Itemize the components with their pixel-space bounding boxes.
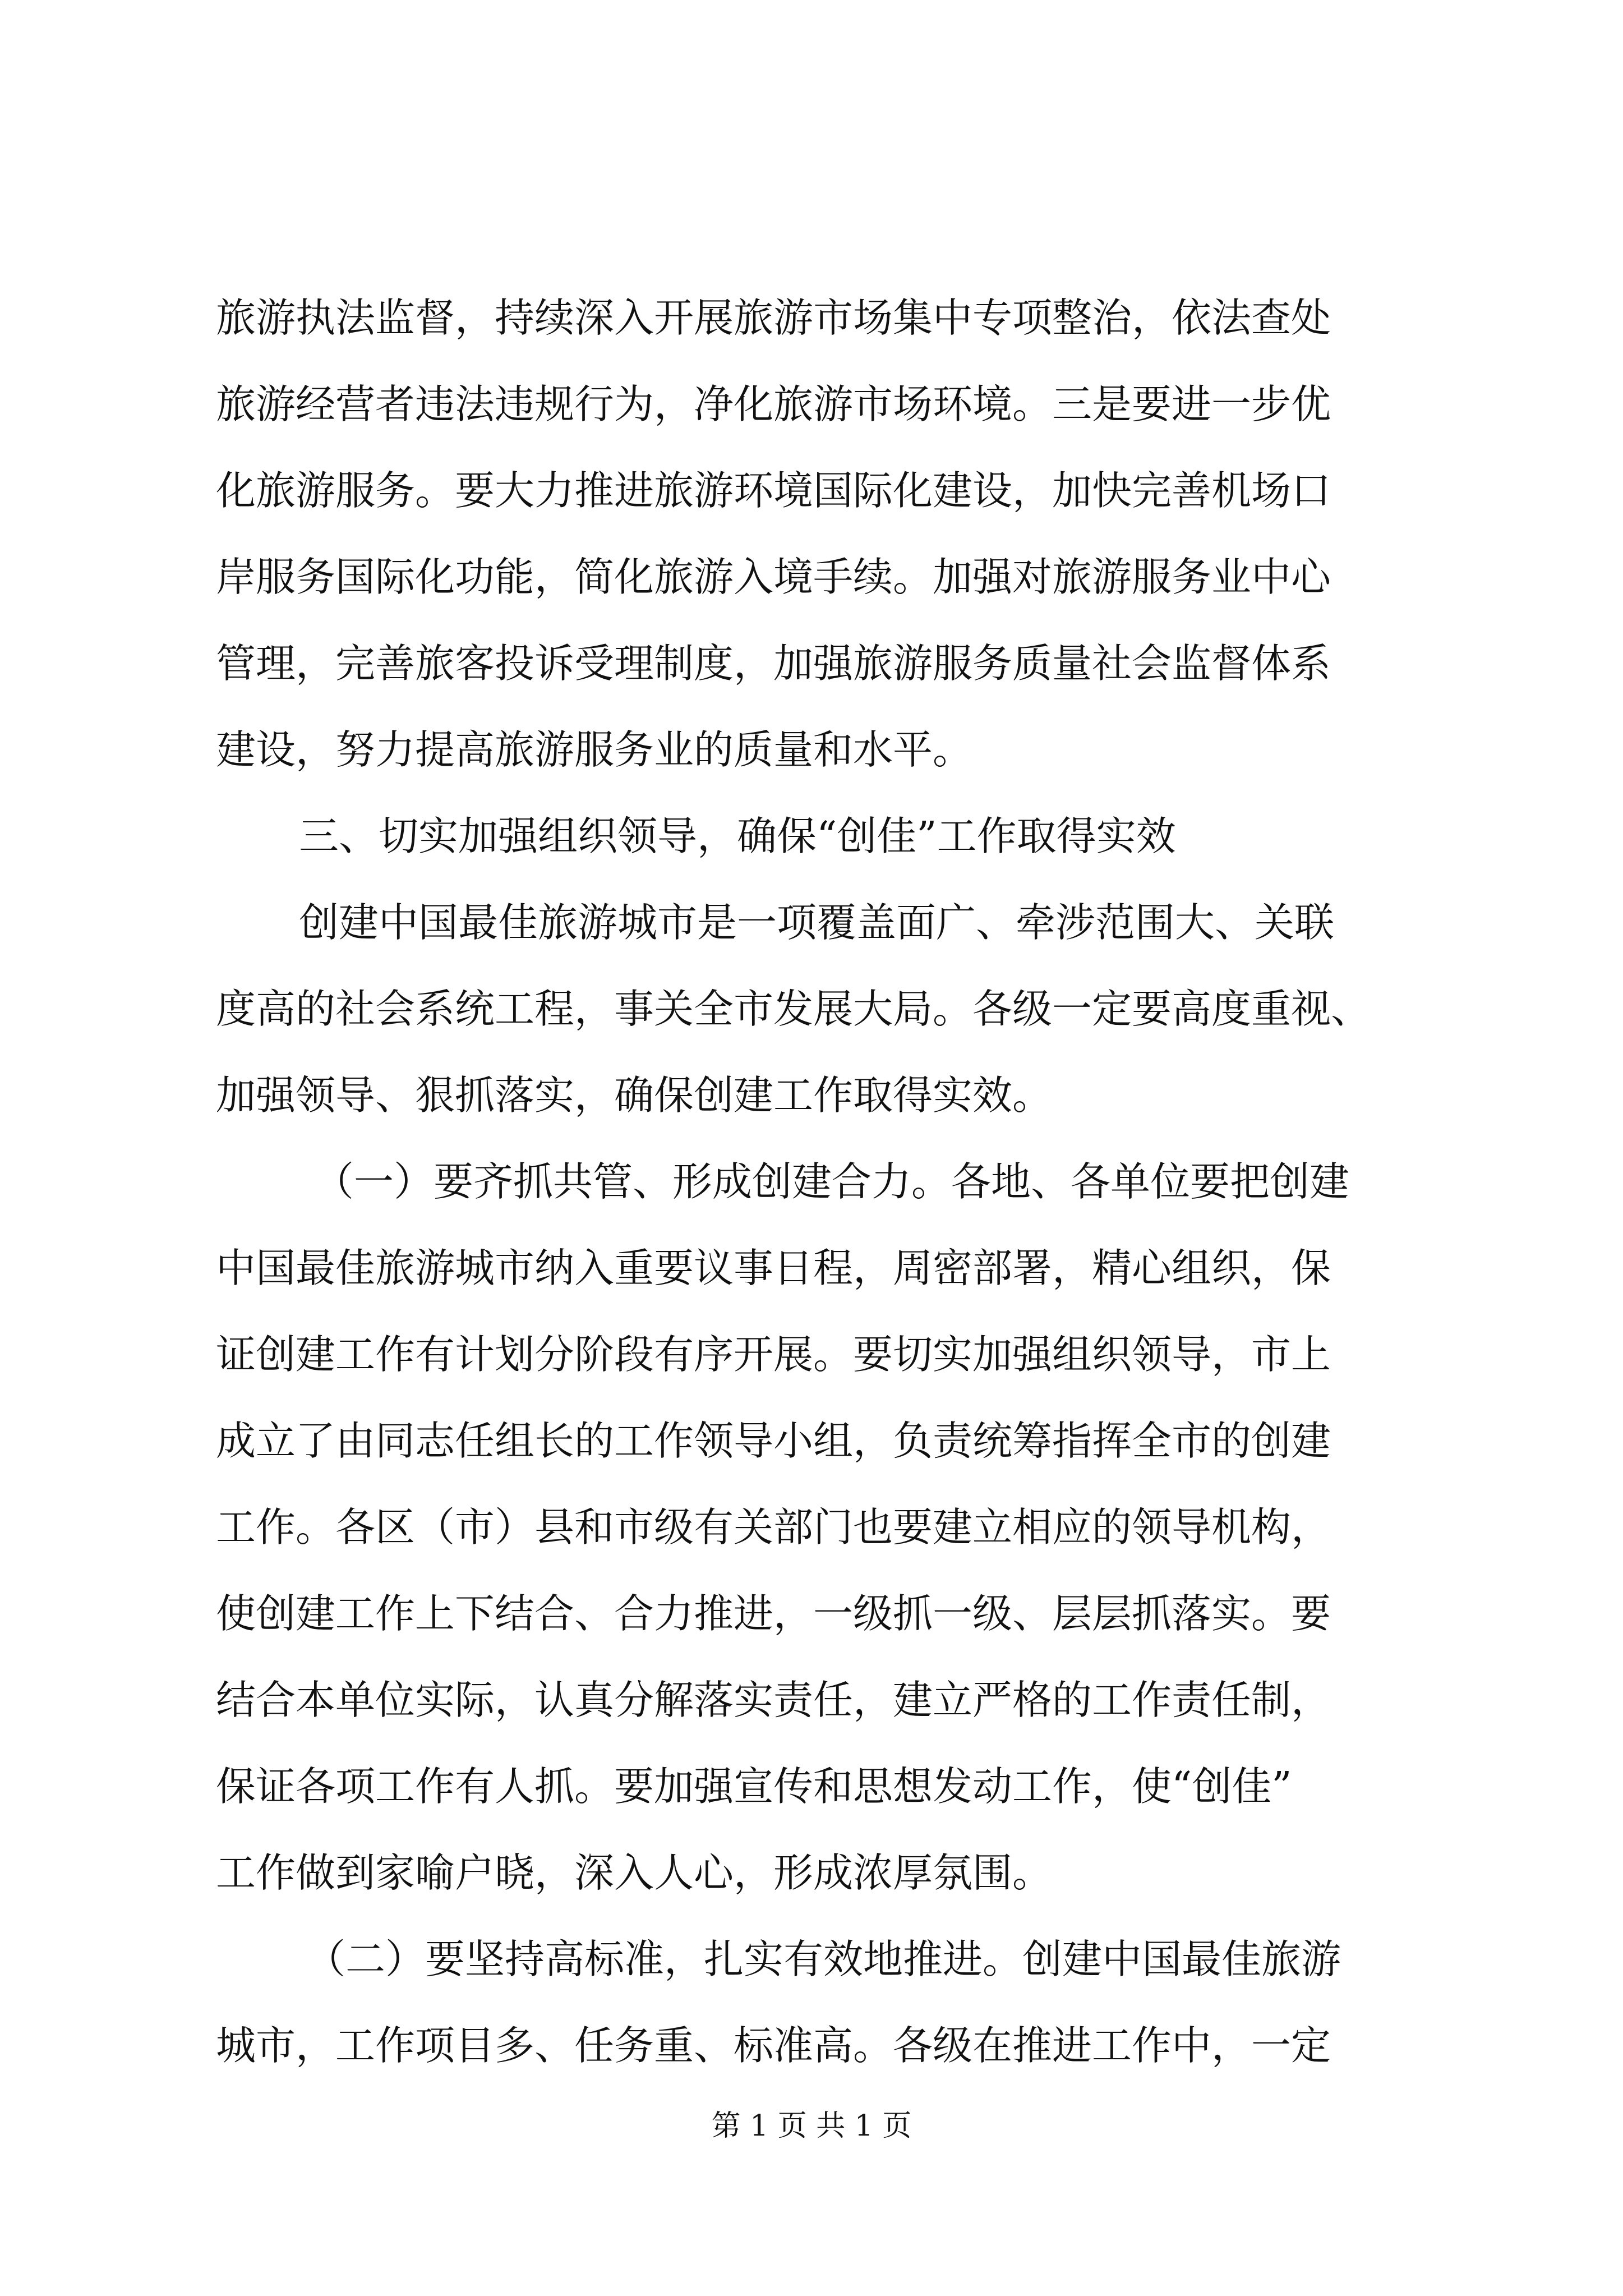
body-text-line: 保证各项工作有人抓。要加强宣传和思想发动工作，使“创佳” (216, 1763, 1292, 1810)
body-text-line: 使创建工作上下结合、合力推进，一级抓一级、层层抓落实。要 (216, 1590, 1331, 1637)
body-text-line: 旅游经营者违法违规行为，净化旅游市场环境。三是要进一步优 (216, 381, 1331, 427)
body-text-line: 城市，工作项目多、任务重、标准高。各级在推进工作中，一定 (216, 2022, 1331, 2069)
subsection-first-line: （一）要齐抓共管、形成创建合力。各地、各单位要把创建 (314, 1158, 1350, 1205)
body-text-line: 创建中国最佳旅游城市是一项覆盖面广、牵涉范围大、关联 (299, 899, 1335, 946)
subsection-first-line: （二）要坚持高标准，扎实有效地推进。创建中国最佳旅游 (306, 1936, 1341, 1982)
body-text-line: 岸服务国际化功能，简化旅游入境手续。加强对旅游服务业中心 (216, 554, 1331, 600)
page-number-footer: 第 1 页 共 1 页 (711, 2109, 912, 2143)
section-heading: 三、切实加强组织领导，确保“创佳”工作取得实效 (299, 813, 1176, 859)
body-text-line: 工作。各区（市）县和市级有关部门也要建立相应的领导机构， (216, 1504, 1331, 1550)
body-text-line: 工作做到家喻户晓，深入人心，形成浓厚氛围。 (216, 1849, 1053, 1896)
body-text-line: 加强领导、狠抓落实，确保创建工作取得实效。 (216, 1072, 1053, 1119)
body-text-line: 中国最佳旅游城市纳入重要议事日程，周密部署，精心组织，保 (216, 1245, 1331, 1291)
body-text-line: 化旅游服务。要大力推进旅游环境国际化建设，加快完善机场口 (216, 467, 1331, 514)
body-text-line: 结合本单位实际，认真分解落实责任，建立严格的工作责任制， (216, 1677, 1331, 1723)
body-text-line: 度高的社会系统工程，事关全市发展大局。各级一定要高度重视、 (216, 986, 1371, 1032)
body-text-line: 建设，努力提高旅游服务业的质量和水平。 (216, 726, 973, 773)
body-text-line: 证创建工作有计划分阶段有序开展。要切实加强组织领导，市上 (216, 1331, 1331, 1378)
body-text-line: 管理，完善旅客投诉受理制度，加强旅游服务质量社会监督体系 (216, 640, 1331, 687)
body-text-line: 旅游执法监督，持续深入开展旅游市场集中专项整治，依法查处 (216, 295, 1331, 341)
body-text-line: 成立了由同志任组长的工作领导小组，负责统筹指挥全市的创建 (216, 1418, 1331, 1464)
